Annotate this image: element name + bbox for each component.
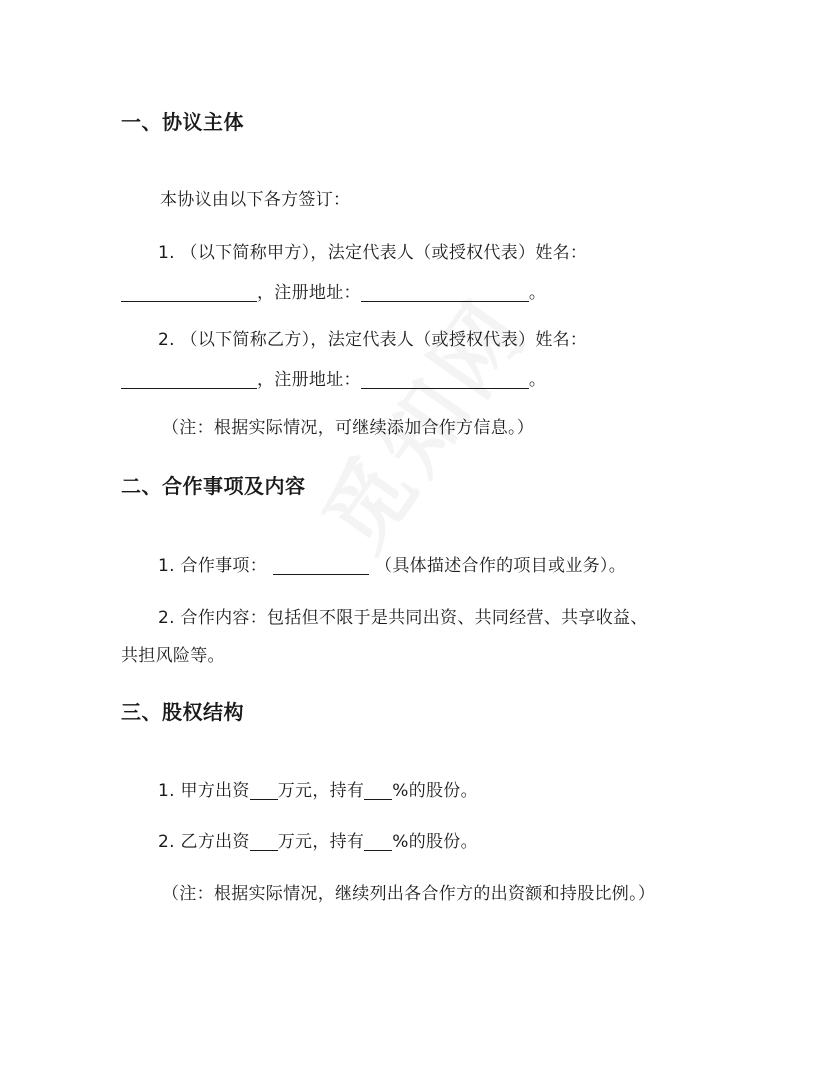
party-b-name-blank[interactable] — [121, 370, 257, 389]
equity-item-1-suffix: %的股份。 — [392, 781, 478, 801]
equity-note: （注：根据实际情况，继续列出各合作方的出资额和持股比例。） — [162, 884, 656, 904]
party-a-address-blank[interactable] — [361, 283, 529, 302]
section-heading-equity: 三、股权结构 — [121, 700, 244, 724]
equity-item-1-prefix: 1. 甲方出资 — [158, 781, 250, 801]
party-a-name-blank[interactable] — [121, 283, 257, 302]
equity-a-amount-blank[interactable] — [250, 781, 278, 800]
equity-b-amount-blank[interactable] — [250, 832, 278, 851]
cooperation-item-1 — [158, 551, 626, 576]
party-b-address-blank[interactable] — [361, 370, 529, 389]
party-a-end: 。 — [528, 283, 547, 303]
section-heading-cooperation: 二、合作事项及内容 — [121, 474, 306, 498]
cooperation-item-blank[interactable] — [273, 556, 369, 575]
equity-a-percent-blank[interactable] — [364, 781, 392, 800]
party-a-line1: 1. （以下简称甲方），法定代表人（或授权代表）姓名： — [158, 243, 588, 263]
cooperation-content-line1: 2. 合作内容：包括但不限于是共同出资、共同经营、共享收益、 — [158, 608, 648, 628]
party-b-end: 。 — [528, 370, 547, 390]
equity-b-percent-blank[interactable] — [364, 832, 392, 851]
party-a-line2 — [121, 278, 546, 303]
party-b-line2 — [121, 365, 546, 390]
party-b-line1: 2. （以下简称乙方），法定代表人（或授权代表）姓名： — [158, 330, 588, 350]
party-a-address-label: ，注册地址： — [257, 283, 361, 303]
equity-item-2-suffix: %的股份。 — [392, 832, 478, 852]
section-heading-parties: 一、协议主体 — [121, 110, 244, 134]
equity-item-1 — [158, 776, 478, 801]
cooperation-item-desc: （具体描述合作的项目或业务）。 — [375, 556, 627, 576]
parties-note: （注：根据实际情况，可继续添加合作方信息。） — [162, 418, 535, 438]
cooperation-content-line2: 共担风险等。 — [121, 646, 225, 666]
equity-item-2-mid: 万元，持有 — [277, 832, 365, 852]
equity-item-2-prefix: 2. 乙方出资 — [158, 832, 250, 852]
parties-intro: 本协议由以下各方签订： — [160, 190, 351, 210]
equity-item-1-mid: 万元，持有 — [277, 781, 365, 801]
cooperation-item-label: 1. 合作事项： — [158, 556, 268, 576]
equity-item-2 — [158, 827, 478, 852]
party-b-address-label: ，注册地址： — [257, 370, 361, 390]
